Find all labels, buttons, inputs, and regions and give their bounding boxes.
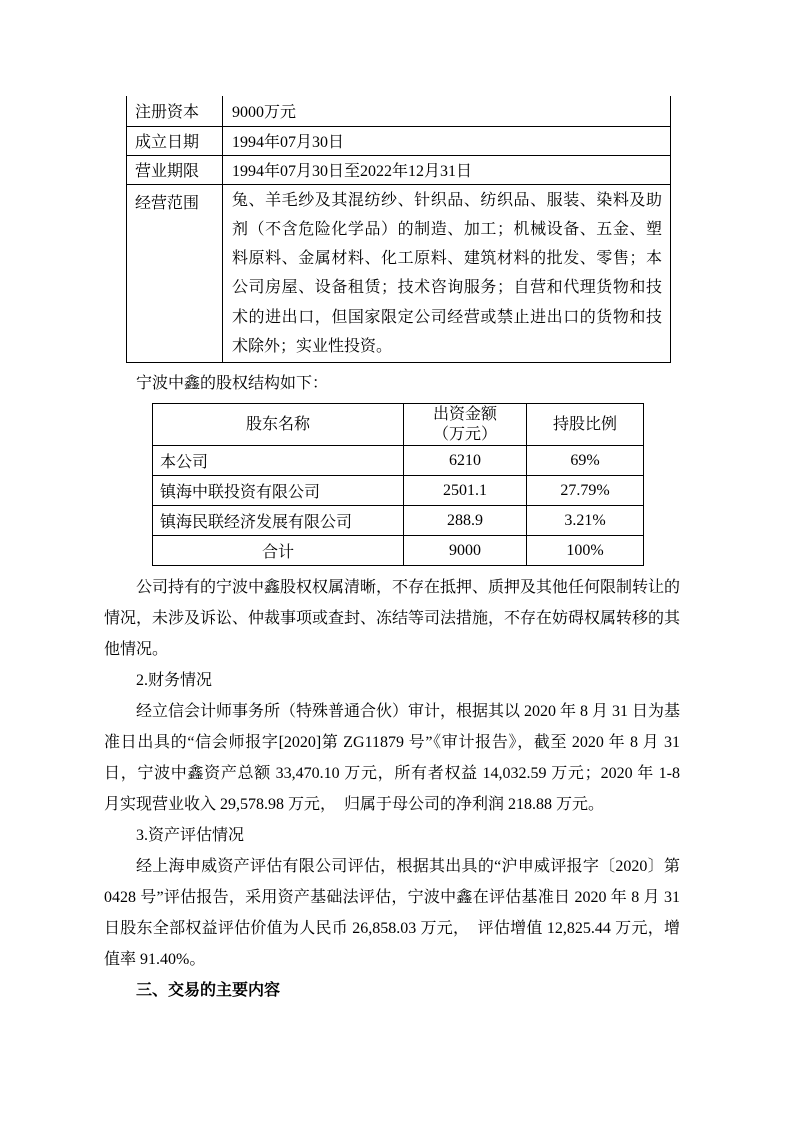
equity-structure-intro: 宁波中鑫的股权结构如下： xyxy=(136,375,329,392)
paragraph-financial-situation: 经立信会计师事务所（特殊普通合伙）审计，根据其以 2020 年 8 月 31 日为基准日出具的“信会师报字[2020]第 ZG11879 号”《审计报告》，截至 2020 年 8 月 31 日，宁波中鑫资产总额 33,470.10 万元，所有者权益 14,032.59 万元；2020 年 1-8 月实现营业收入 29,578.98 万元， 归属于母公司的净利润 218.88 万元。 xyxy=(104,703,681,813)
heading-section-three-transaction-content: 三、交易的主要内容 xyxy=(136,982,281,999)
total-ratio: 100% xyxy=(527,536,644,566)
field-label-registered-capital: 注册资本 xyxy=(127,96,223,126)
shareholding-ratio: 3.21% xyxy=(527,506,644,536)
company-info-table xyxy=(126,96,671,363)
header-shareholding-ratio: 持股比例 xyxy=(527,404,644,446)
header-contribution-amount xyxy=(404,404,527,446)
equity-table-header-row xyxy=(153,404,644,446)
header-shareholder-name: 股东名称 xyxy=(153,404,404,446)
shareholder-name: 镇海中联投资有限公司 xyxy=(153,476,404,506)
shareholding-ratio: 27.79% xyxy=(527,476,644,506)
paragraph-asset-appraisal: 经上海申威资产评估有限公司评估，根据其出具的“沪申威评报字〔2020〕第 0428 号”评估报告，采用资产基础法评估，宁波中鑫在评估基准日 2020 年 8 月 31 日股东全部权益评估价值为人民币 26,858.03 万元， 评估增值 12,825.44 万元，增值率 91.40%。 xyxy=(104,858,680,968)
paragraph-equity-ownership: 公司持有的宁波中鑫股权权属清晰，不存在抵押、质押及其他任何限制转让的情况，未涉及诉讼、仲裁事项或查封、冻结等司法措施，不存在妨碍权属转移的其他情况。 xyxy=(104,579,681,658)
field-label-business-scope: 经营范围 xyxy=(127,184,223,363)
field-value-registered-capital: 9000万元 xyxy=(223,96,671,126)
heading-asset-appraisal: 3.资产评估情况 xyxy=(136,827,245,844)
shareholding-ratio: 69% xyxy=(527,446,644,476)
table-row-registered-capital xyxy=(127,96,671,126)
total-amount: 9000 xyxy=(404,536,527,566)
contribution-amount: 2501.1 xyxy=(404,476,527,506)
contribution-amount: 288.9 xyxy=(404,506,527,536)
field-value-establishment-date: 1994年07月30日 xyxy=(223,126,671,155)
body-text xyxy=(104,572,680,1006)
total-label: 合计 xyxy=(153,536,404,566)
field-label-establishment-date: 成立日期 xyxy=(127,126,223,155)
equity-table-row-company xyxy=(153,446,644,476)
field-label-business-term: 营业期限 xyxy=(127,155,223,184)
equity-table-row-zhonglian xyxy=(153,476,644,506)
field-value-business-term: 1994年07月30日至2022年12月31日 xyxy=(223,155,671,184)
heading-financial-situation: 2.财务情况 xyxy=(136,672,213,689)
table-row-business-scope xyxy=(127,184,671,363)
header-contribution-amount-line2: （万元） xyxy=(432,425,497,443)
equity-structure-table xyxy=(152,403,644,566)
shareholder-name: 镇海民联经济发展有限公司 xyxy=(153,506,404,536)
table-row-business-term xyxy=(127,155,671,184)
equity-table-row-minlian xyxy=(153,506,644,536)
header-contribution-amount-line1: 出资金额 xyxy=(432,405,497,423)
shareholder-name: 本公司 xyxy=(153,446,404,476)
field-value-business-scope: 兔、羊毛纱及其混纺纱、针织品、纺织品、服装、染料及助剂（不含危险化学品）的制造、加工；机械设备、五金、塑料原料、金属材料、化工原料、建筑材料的批发、零售；本公司房屋、设备租赁；技术咨询服务；自营和代理货物和技术的进出口，但国家限定公司经营或禁止进出口的货物和技术除外；实业性投资。 xyxy=(223,184,671,363)
table-row-establishment-date xyxy=(127,126,671,155)
contribution-amount: 6210 xyxy=(404,446,527,476)
equity-table-row-total xyxy=(153,536,644,566)
